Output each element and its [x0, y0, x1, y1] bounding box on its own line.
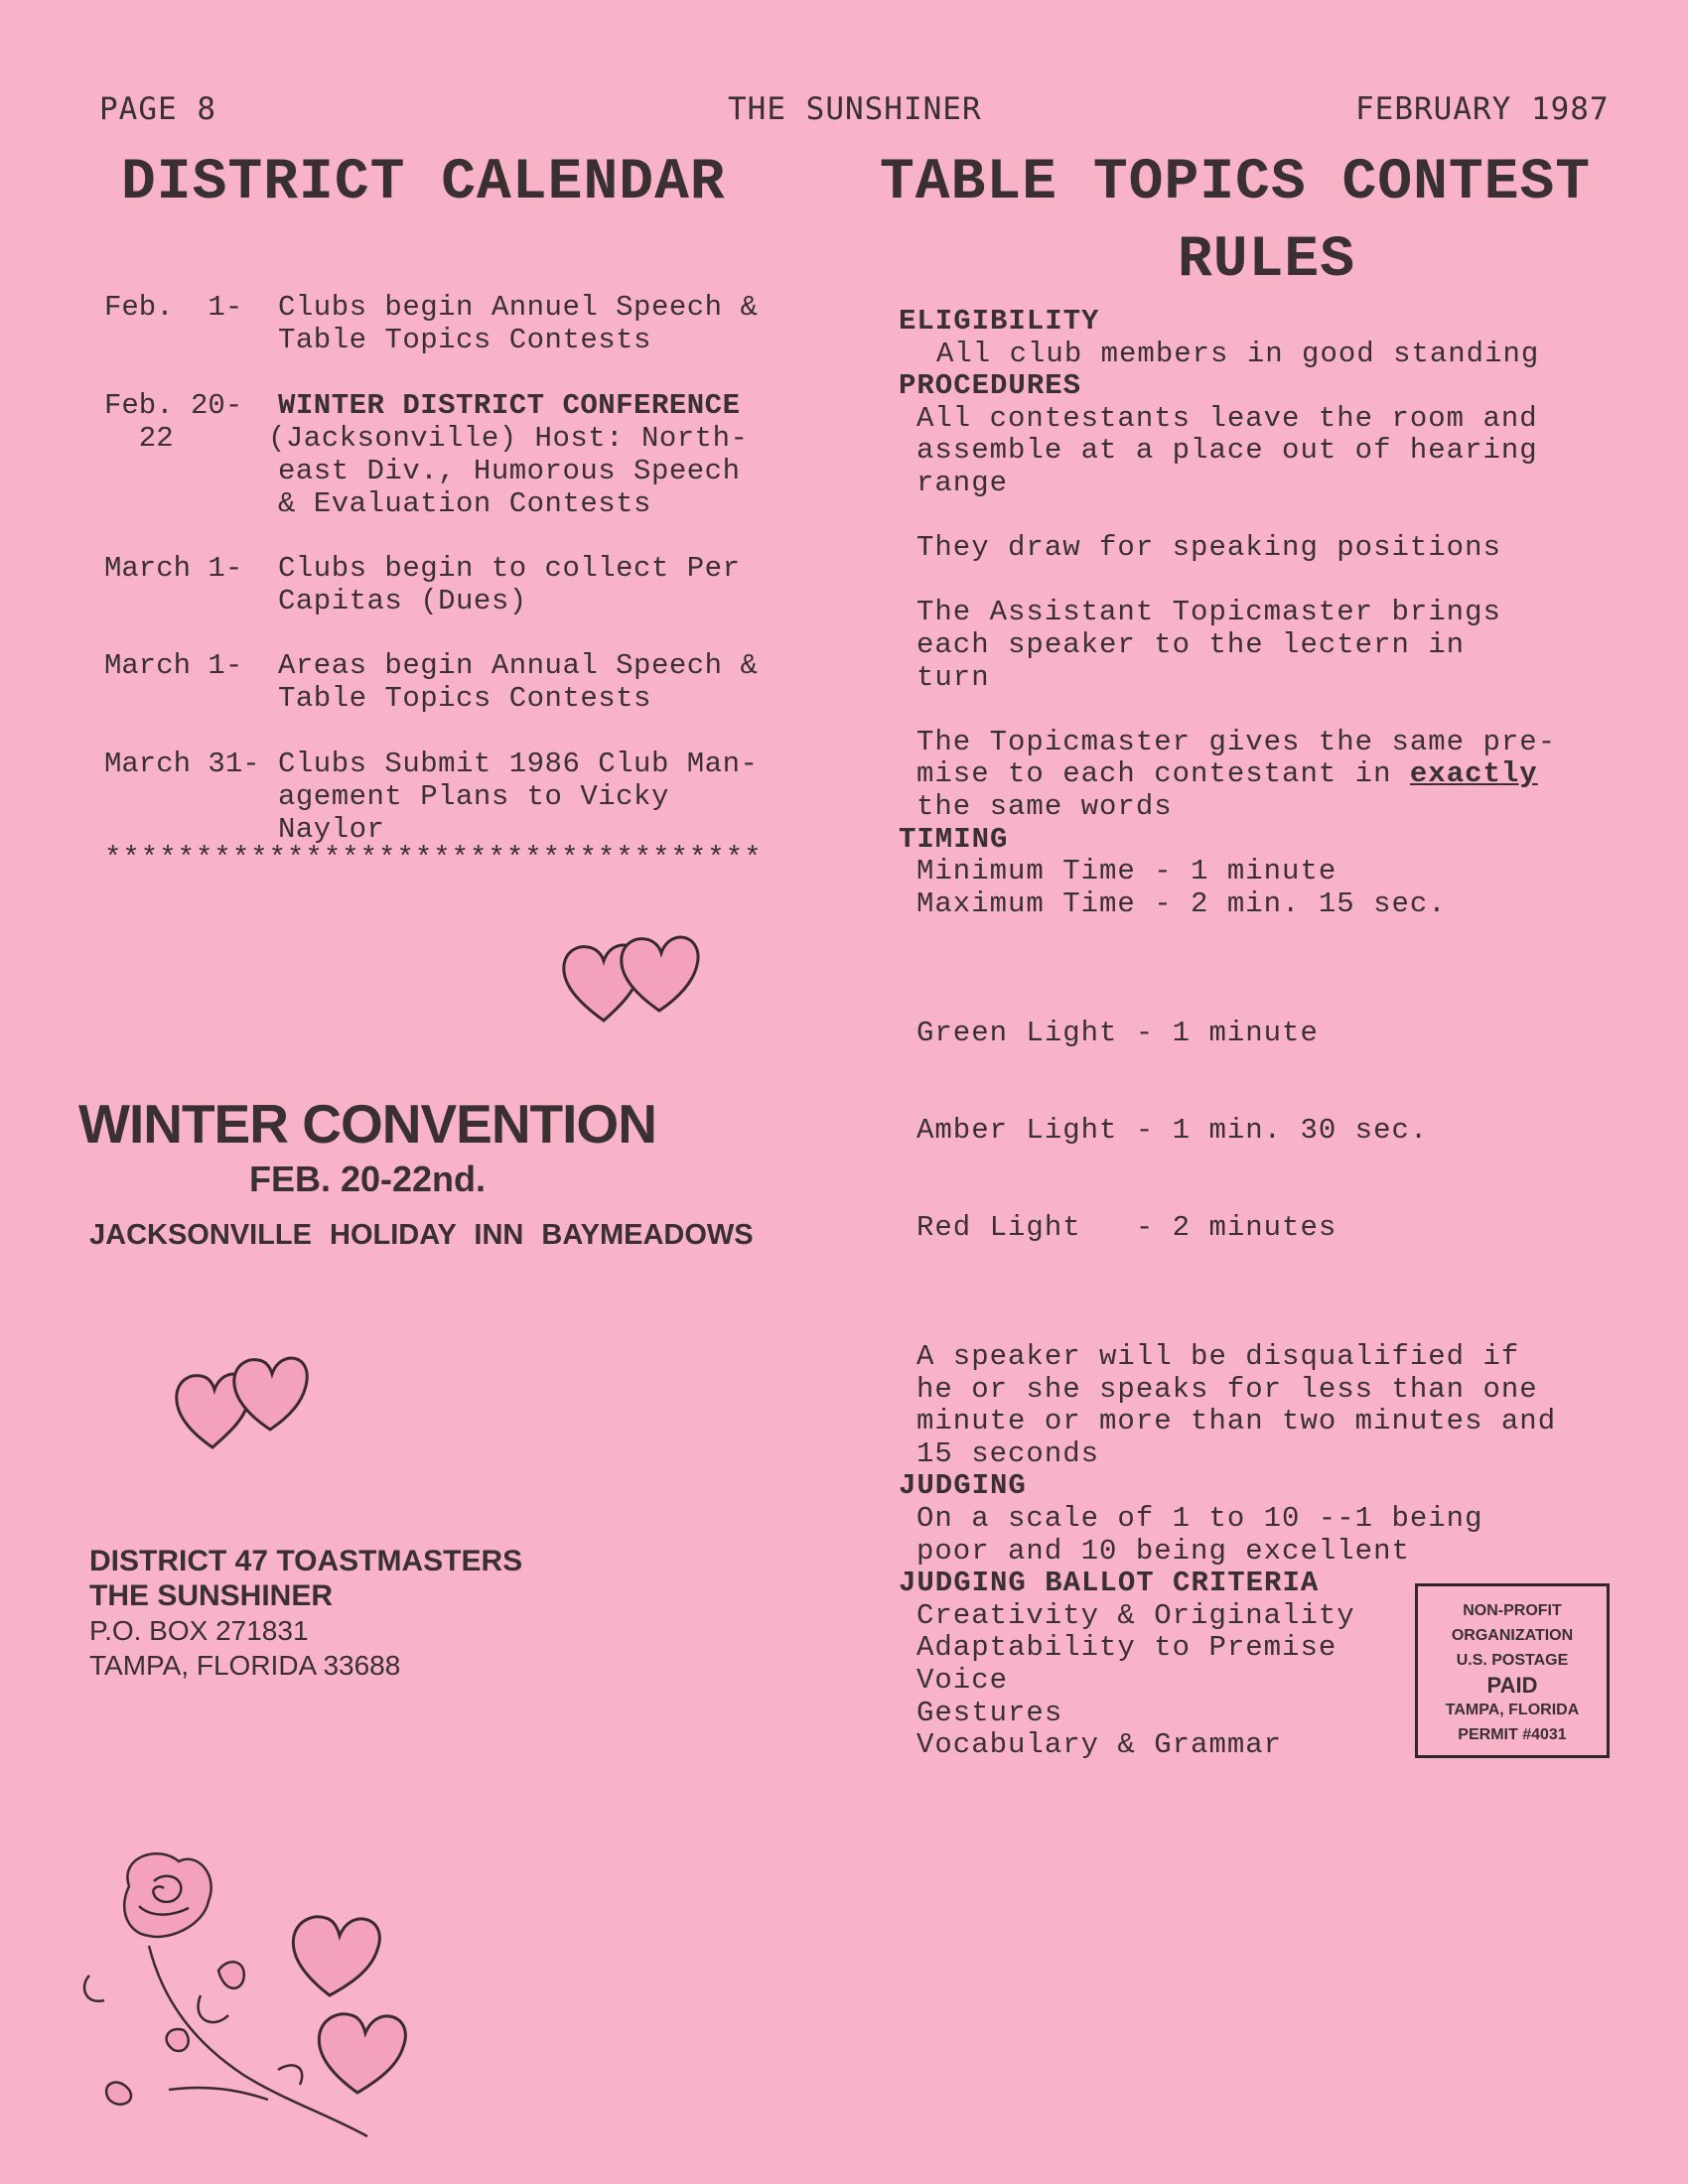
judging-scale	[899, 1503, 1663, 1568]
procedure-line: They draw for speaking positions	[916, 531, 1501, 565]
rose-icon	[70, 1846, 467, 2154]
calendar-date: March 1-	[104, 649, 243, 682]
rule-line: On a scale of 1 to 10 --1 being	[916, 1501, 1483, 1535]
convention-title: WINTER CONVENTION	[78, 1093, 656, 1155]
postage-line: U.S. POSTAGE	[1456, 1652, 1569, 1669]
calendar-entry-line: (Jacksonville) Host: North-	[268, 422, 749, 455]
rule-line: 15 seconds	[916, 1436, 1100, 1470]
calendar-entry	[278, 552, 814, 617]
calendar-entry	[278, 649, 814, 715]
rules-title: TABLE TOPICS CONTEST	[880, 151, 1592, 215]
postage-line: ORGANIZATION	[1451, 1627, 1574, 1644]
timing-lights	[899, 953, 1663, 1309]
procedure-line: each speaker to the lectern in	[916, 627, 1466, 661]
issue-date: FEBRUARY 1987	[1355, 91, 1610, 127]
criteria-item: Gestures	[916, 1696, 1063, 1729]
calendar-entry-line: Capitas (Dues)	[278, 585, 527, 617]
address-line: P.O. BOX 271831	[89, 1615, 309, 1646]
page-number: PAGE 8	[99, 91, 216, 127]
calendar-title: DISTRICT CALENDAR	[121, 151, 726, 215]
calendar-entry-line: east Div., Humorous Speech	[278, 455, 741, 487]
procedure-line: assemble at a place out of hearing	[916, 434, 1538, 468]
procedure-line: range	[916, 466, 1009, 499]
criteria-item: Vocabulary & Grammar	[916, 1728, 1283, 1762]
postage-line: TAMPA, FLORIDA	[1445, 1702, 1580, 1718]
emphasis-text: exactly	[1409, 757, 1538, 791]
publication-name: THE SUNSHINER	[728, 91, 982, 127]
timing-line: Amber Light - 1 min. 30 sec.	[916, 1113, 1429, 1147]
procedures-heading: PROCEDURES	[899, 369, 1082, 403]
mailing-address	[89, 1544, 522, 1683]
convention-location: JACKSONVILLE HOLIDAY INN BAYMEADOWS	[89, 1219, 754, 1251]
postage-line: PERMIT #4031	[1458, 1726, 1567, 1743]
calendar-entry-line: & Evaluation Contests	[278, 487, 651, 520]
procedure-item	[899, 532, 1663, 565]
calendar-entry-line: agement Plans to Vicky	[278, 780, 669, 813]
procedure-item	[899, 403, 1663, 500]
disqualification-rule	[899, 1341, 1663, 1470]
calendar-entry	[278, 291, 814, 356]
procedure-line	[916, 758, 1663, 791]
calendar-date: Feb. 20- 22	[104, 389, 243, 455]
procedure-item	[899, 727, 1663, 824]
calendar-entry-line: Naylor	[278, 813, 385, 846]
address-line: THE SUNSHINER	[89, 1579, 334, 1612]
postage-line: NON-PROFIT	[1463, 1602, 1562, 1619]
calendar-entry-heading: WINTER DISTRICT CONFERENCE	[278, 389, 741, 422]
rules-body	[899, 306, 1663, 1762]
procedure-line: The Assistant Topicmaster brings	[916, 596, 1501, 629]
procedure-line: The Topicmaster gives the same pre-	[916, 725, 1557, 758]
eligibility-heading: ELIGIBILITY	[899, 305, 1100, 338]
timing-line: Green Light - 1 minute	[916, 1017, 1319, 1050]
address-line: DISTRICT 47 TOASTMASTERS	[89, 1545, 523, 1577]
calendar-date: Feb. 1-	[104, 291, 243, 324]
procedure-item	[899, 597, 1663, 694]
timing-limits	[899, 856, 1663, 920]
criteria-item: Voice	[916, 1663, 1009, 1697]
calendar-entry-line: Table Topics Contests	[278, 682, 651, 715]
calendar-date: March 1-	[104, 552, 243, 585]
judging-heading: JUDGING	[899, 1469, 1027, 1503]
calendar-entry-line: Clubs begin Annuel Speech &	[278, 291, 759, 324]
procedure-line: All contestants leave the room and	[916, 401, 1538, 435]
timing-heading: TIMING	[899, 822, 1009, 856]
criteria-item: Adaptability to Premise	[916, 1631, 1337, 1665]
eligibility-text: All club members in good standing	[936, 337, 1540, 370]
timing-line: Red Light - 2 minutes	[916, 1210, 1337, 1244]
timing-line: Maximum Time - 2 min. 15 sec.	[916, 887, 1447, 920]
timing-line: Minimum Time - 1 minute	[916, 855, 1337, 888]
procedure-line: turn	[916, 660, 990, 694]
criteria-item: Creativity & Originality	[916, 1598, 1355, 1632]
hearts-icon	[171, 1338, 330, 1457]
calendar-entry-line: Clubs Submit 1986 Club Man-	[278, 748, 759, 780]
calendar-entry-line: Table Topics Contests	[278, 324, 651, 356]
postage-paid: PAID	[1486, 1673, 1538, 1698]
calendar-entry-line: Clubs begin to collect Per	[278, 552, 741, 585]
procedure-line: the same words	[916, 789, 1173, 823]
convention-dates: FEB. 20-22nd.	[248, 1159, 487, 1199]
rules-title-line2: RULES	[1178, 228, 1356, 293]
star-divider: ************************************	[104, 842, 763, 875]
address-line: TAMPA, FLORIDA 33688	[89, 1650, 401, 1681]
criteria-heading: JUDGING BALLOT CRITERIA	[899, 1567, 1320, 1600]
hearts-icon	[556, 913, 715, 1032]
procedure-text: mise to each contestant in	[916, 757, 1410, 791]
calendar-date: March 31-	[104, 748, 260, 780]
rule-line: minute or more than two minutes and	[916, 1405, 1557, 1438]
rule-line: poor and 10 being excellent	[916, 1534, 1410, 1568]
calendar-entry-line: Areas begin Annual Speech &	[278, 649, 759, 682]
postage-indicia	[1415, 1583, 1610, 1758]
calendar-entry	[268, 389, 804, 520]
rule-line: A speaker will be disqualified if	[916, 1340, 1520, 1373]
rule-line: he or she speaks for less than one	[916, 1372, 1538, 1406]
calendar-entry	[278, 748, 814, 846]
